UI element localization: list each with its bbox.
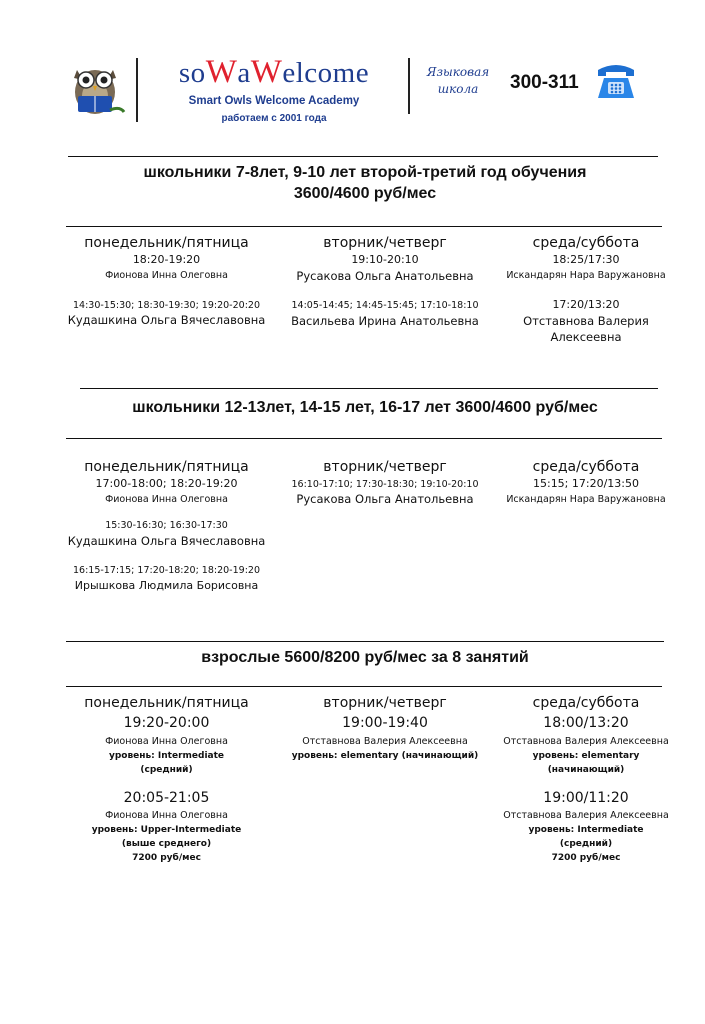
teacher-name: Кудашкина Ольга Вячеславовна bbox=[67, 534, 266, 548]
day-label: понедельник/пятница bbox=[84, 459, 249, 475]
teacher-name: Искандарян Нара Варужановна bbox=[506, 494, 666, 505]
level-label: (начинающий) bbox=[547, 765, 625, 775]
divider-line bbox=[66, 226, 662, 227]
level-label: уровень: elementary (начинающий) bbox=[291, 751, 479, 761]
time-slot: 15:15; 17:20/13:50 bbox=[532, 477, 639, 490]
level-label: (средний) bbox=[559, 839, 613, 849]
brand-since: работаем с 2001 года bbox=[221, 113, 327, 124]
brand-name: soWaWelcome bbox=[178, 54, 370, 90]
day-label: среда/суббота bbox=[532, 235, 640, 251]
day-label: понедельник/пятница bbox=[84, 695, 249, 711]
teacher-name: Фионова Инна Олеговна bbox=[105, 736, 228, 747]
teacher-name: Русакова Ольга Анатольевна bbox=[296, 269, 474, 283]
time-slot: 16:15-17:15; 17:20-18:20; 18:20-19:20 bbox=[73, 565, 260, 576]
level-label: уровень: Intermediate bbox=[108, 751, 225, 761]
teacher-name: Кудашкина Ольга Вячеславовна bbox=[67, 313, 266, 327]
day-label: вторник/четверг bbox=[323, 695, 447, 711]
teacher-name: Фионова Инна Олеговна bbox=[105, 494, 228, 505]
teacher-name: Алексеевна bbox=[550, 330, 622, 344]
divider-line bbox=[66, 686, 662, 687]
brand-subtitle: Smart Owls Welcome Academy bbox=[188, 95, 360, 107]
brand-block bbox=[146, 54, 402, 124]
time-slot: 18:20-19:20 bbox=[132, 253, 201, 266]
teacher-name: Фионова Инна Олеговна bbox=[105, 270, 228, 281]
teacher-name: Фионова Инна Олеговна bbox=[105, 810, 228, 821]
school-label: Языковая школа bbox=[426, 65, 490, 96]
divider-line bbox=[66, 438, 662, 439]
day-label: вторник/четверг bbox=[323, 459, 447, 475]
schedule-column-wed-sat bbox=[487, 234, 685, 345]
day-label: понедельник/пятница bbox=[84, 235, 249, 251]
time-slot: 20:05-21:05 bbox=[123, 790, 210, 806]
schedule-column-mon-fri bbox=[44, 694, 289, 865]
price-label: 7200 руб/мес bbox=[551, 853, 621, 863]
phone-number: 300-311 bbox=[510, 72, 579, 93]
level-label: уровень: elementary bbox=[532, 751, 640, 761]
day-label: среда/суббота bbox=[532, 695, 640, 711]
time-slot: 14:05-14:45; 14:45-15:45; 17:10-18:10 bbox=[291, 300, 479, 311]
divider-line bbox=[80, 388, 658, 389]
schedule-column-wed-sat bbox=[487, 458, 685, 507]
section-title-adults: взрослые 5600/8200 руб/мес за 8 занятий bbox=[201, 649, 529, 666]
time-slot: 15:30-16:30; 16:30-17:30 bbox=[105, 520, 228, 531]
section-title-kids-7-10: школьники 7-8лет, 9-10 лет второй-третий год обучения 3600/4600 руб/мес bbox=[143, 164, 587, 202]
price-label: 7200 руб/мес bbox=[132, 853, 201, 863]
teacher-name: Русакова Ольга Анатольевна bbox=[296, 492, 474, 506]
time-slot: 17:00-18:00; 18:20-19:20 bbox=[95, 477, 238, 490]
time-slot: 19:10-20:10 bbox=[351, 253, 419, 266]
teacher-name: Отставнова Валерия Алексеевна bbox=[503, 810, 669, 821]
schedule-column-mon-fri bbox=[44, 458, 289, 593]
teacher-name: Отставнова Валерия Алексеевна bbox=[503, 736, 669, 747]
time-slot: 16:10-17:10; 17:30-18:30; 19:10-20:10 bbox=[291, 479, 479, 490]
day-label: вторник/четверг bbox=[323, 235, 447, 251]
level-label: (средний) bbox=[140, 765, 193, 775]
schedule-column-mon-fri bbox=[44, 234, 289, 328]
teacher-name: Отставнова Валерия bbox=[523, 314, 649, 328]
teacher-name: Отставнова Валерия Алексеевна bbox=[302, 736, 468, 747]
time-slot: 19:00-19:40 bbox=[342, 715, 428, 731]
time-slot: 19:00/11:20 bbox=[543, 790, 629, 806]
divider-line bbox=[68, 156, 658, 157]
time-slot: 18:00/13:20 bbox=[543, 715, 629, 731]
schedule-column-wed-sat bbox=[472, 694, 700, 865]
schedule-column-tue-thu bbox=[265, 458, 505, 507]
time-slot: 19:20-20:00 bbox=[123, 715, 210, 731]
schedule-column-tue-thu bbox=[265, 694, 505, 763]
divider-line bbox=[66, 641, 664, 642]
level-label: уровень: Upper-Intermediate bbox=[91, 825, 242, 835]
owl-logo-icon bbox=[64, 56, 126, 118]
section-title-kids-12-17: школьники 12-13лет, 14-15 лет, 16-17 лет 3600/4600 руб/мес bbox=[132, 399, 598, 416]
level-label: (выше среднего) bbox=[121, 839, 212, 849]
time-slot: 18:25/17:30 bbox=[552, 253, 620, 266]
day-label: среда/суббота bbox=[532, 459, 640, 475]
header-divider bbox=[136, 58, 138, 122]
level-label: уровень: Intermediate bbox=[528, 825, 644, 835]
telephone-icon bbox=[594, 60, 638, 102]
time-slot: 14:30-15:30; 18:30-19:30; 19:20-20:20 bbox=[73, 300, 260, 311]
teacher-name: Ирышкова Людмила Борисовна bbox=[74, 579, 259, 592]
schedule-column-tue-thu bbox=[265, 234, 505, 329]
time-slot: 17:20/13:20 bbox=[552, 298, 620, 311]
teacher-name: Искандарян Нара Варужановна bbox=[506, 270, 666, 281]
header-divider bbox=[408, 58, 410, 114]
teacher-name: Васильева Ирина Анатольевна bbox=[291, 314, 479, 328]
